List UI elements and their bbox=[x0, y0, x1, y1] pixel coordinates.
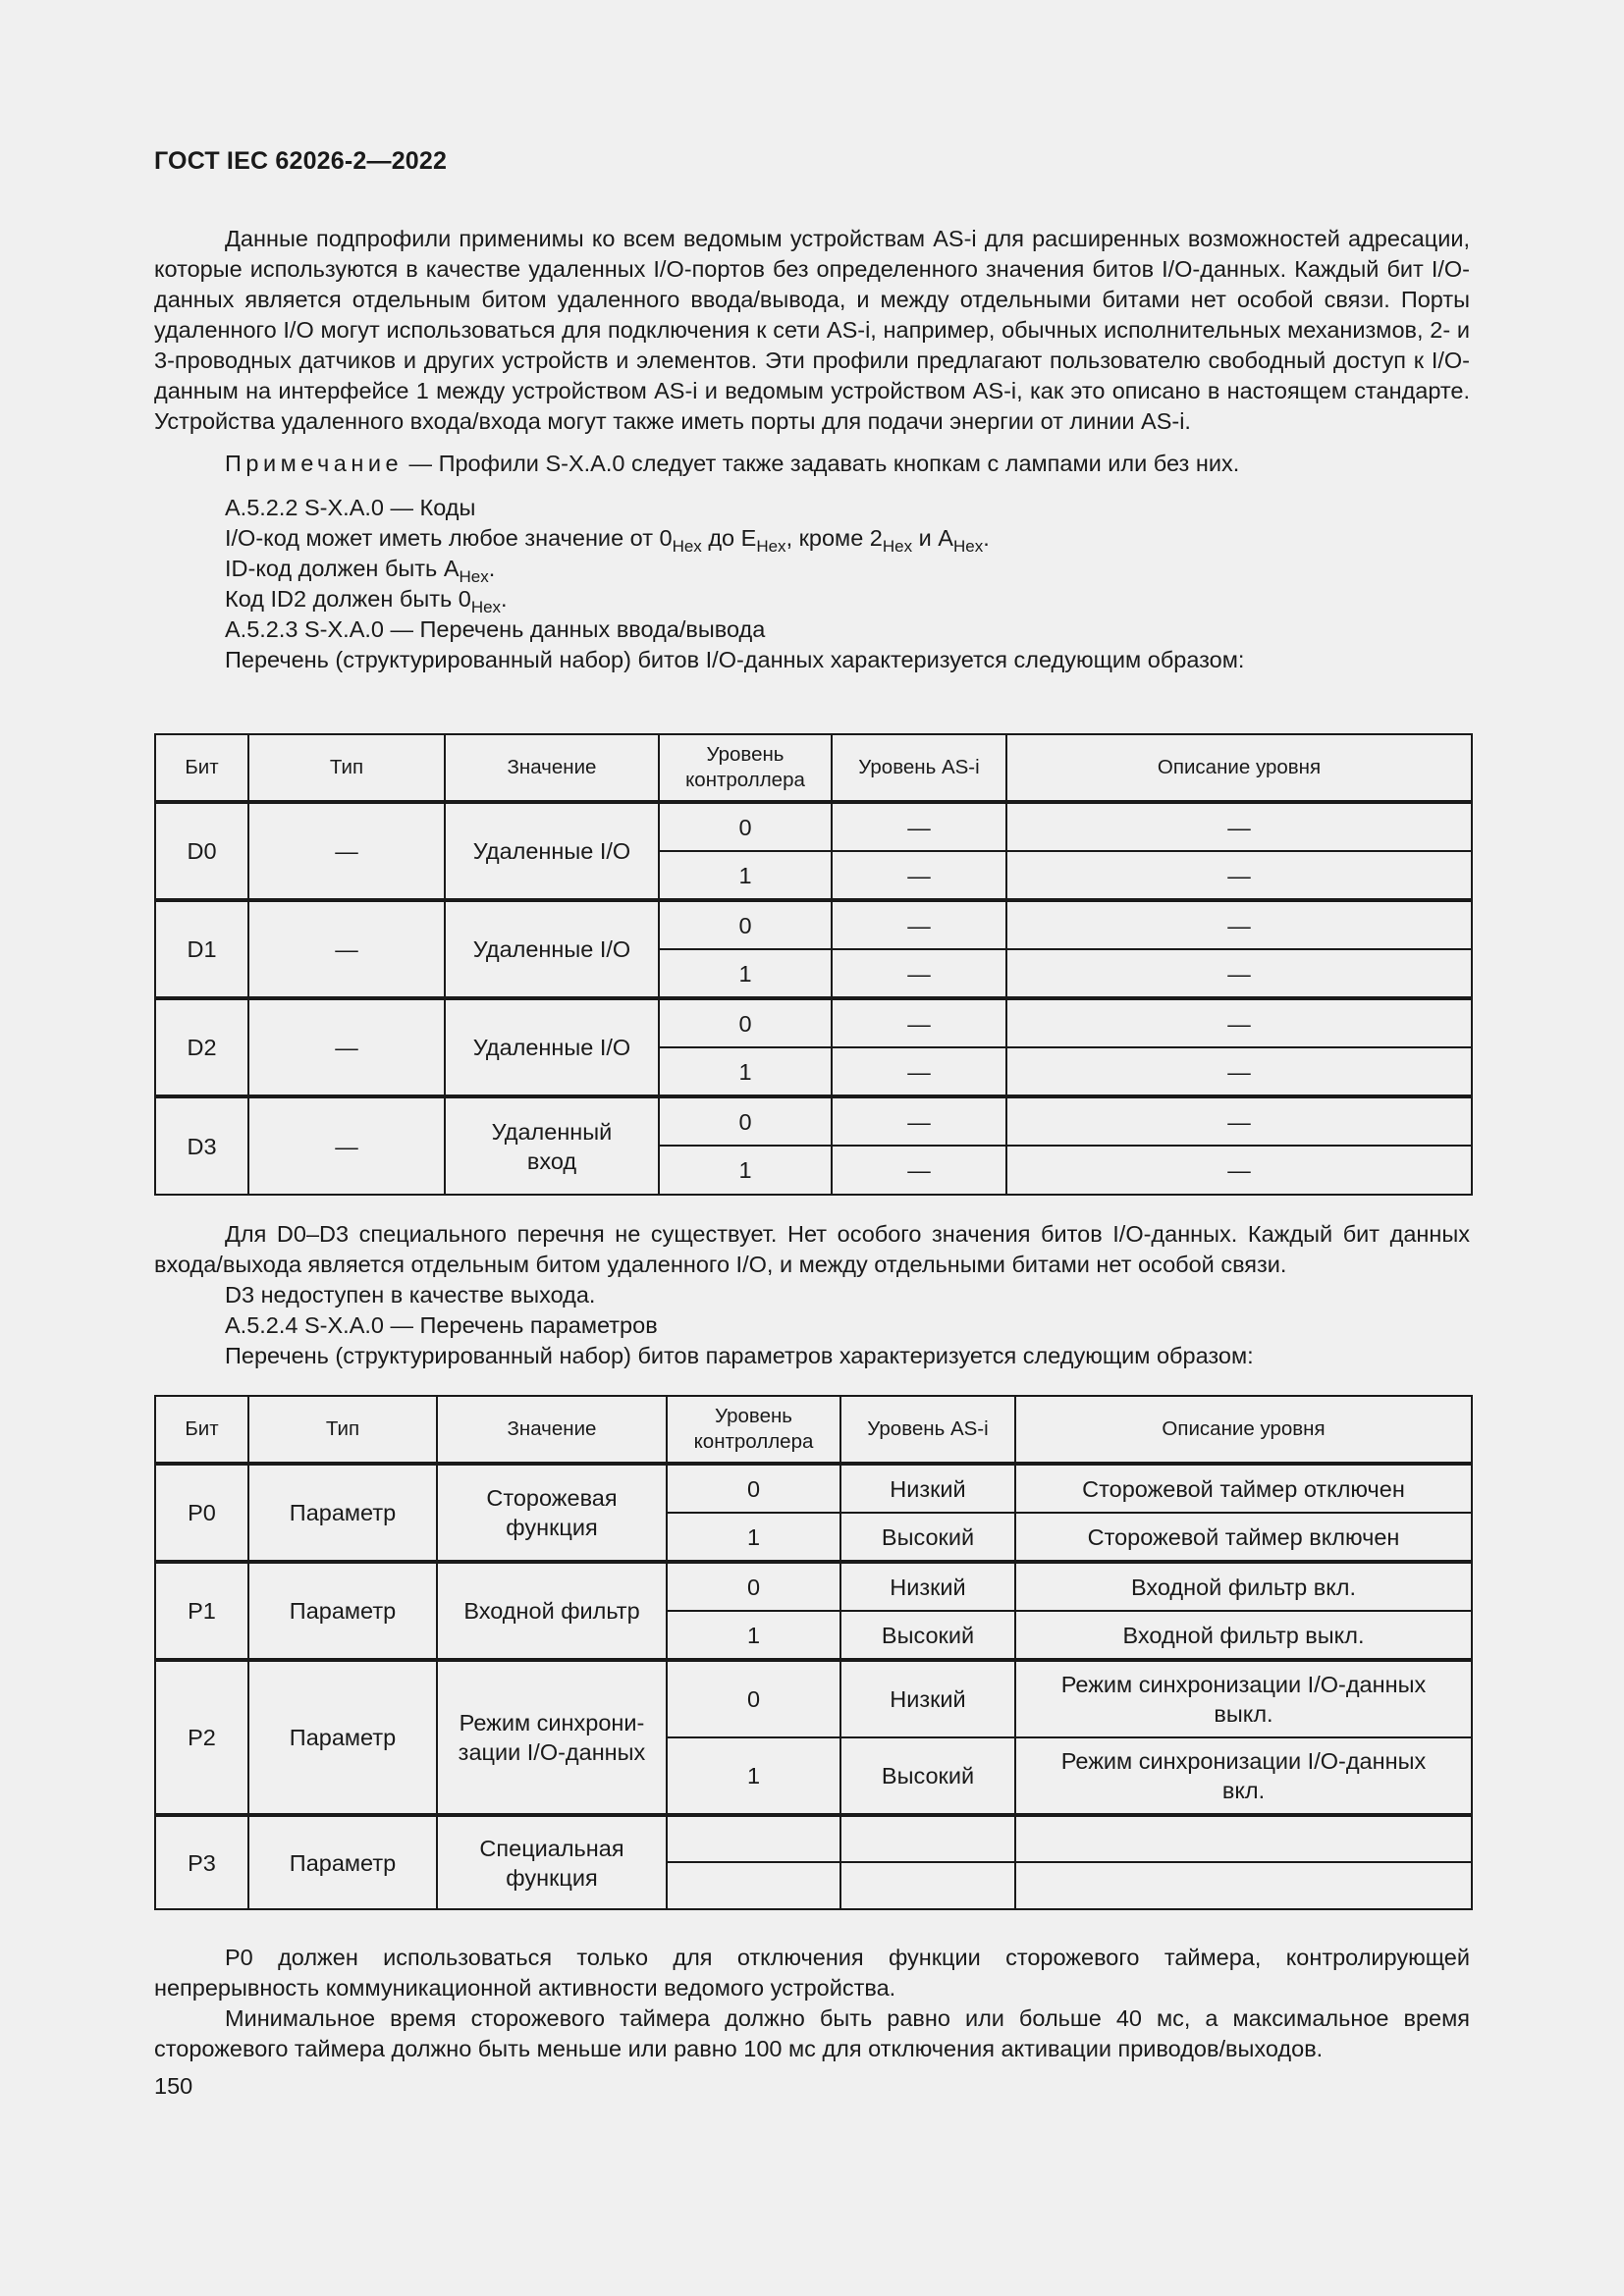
level-description-cell: — bbox=[1006, 851, 1472, 900]
level-description-cell bbox=[1015, 1815, 1472, 1862]
table-row bbox=[155, 998, 1472, 1047]
d3-note: D3 недоступен в качестве выхода. bbox=[225, 1282, 596, 1308]
controller-level-cell: 1 bbox=[667, 1611, 840, 1660]
asi-level-cell: — bbox=[832, 1146, 1006, 1195]
asi-level-cell bbox=[840, 1862, 1015, 1909]
meaning-cell: Специальная функция bbox=[437, 1815, 667, 1909]
table-row bbox=[155, 802, 1472, 851]
note-dash: — bbox=[403, 451, 439, 476]
level-description-cell: Входной фильтр выкл. bbox=[1015, 1611, 1472, 1660]
io-code-text-c: , кроме 2 bbox=[785, 525, 883, 551]
param-heading: A.5.2.4 S-X.A.0 — Перечень параметров bbox=[225, 1312, 658, 1338]
asi-level-cell: Низкий bbox=[840, 1562, 1015, 1611]
intro-paragraph: Данные подпрофили применимы ко всем ведомым устройствам AS-i для расширенных возможностей адресации, которые используются в качестве удаленных I/O-портов без определенного значения битов I/O-данных. Каждый бит I/O-данных является отдельным битом удаленного ввода/вывода, и между отдельными битами нет особой связи. Порты удаленного I/O могут использоваться для подключения к сети AS-i, например, обычных исполнительных механизмов, 2- и 3-проводных датчиков и других устройств и элементов. Эти профили предлагают пользователю свободный доступ к I/O-данным на интерфейсе 1 между устройством AS-i и ведомым устройством AS-i, как это описано в настоящем стандарте. Устройства удаленного входа/входа могут также иметь порты для подачи энергии от линии AS-i. bbox=[154, 226, 1470, 434]
controller-level-cell: 0 bbox=[659, 1096, 832, 1146]
level-description-cell: Входной фильтр вкл. bbox=[1015, 1562, 1472, 1611]
page-number: 150 bbox=[154, 2073, 193, 2099]
meaning-cell: Входной фильтр bbox=[437, 1562, 667, 1660]
controller-level-cell: 0 bbox=[667, 1562, 840, 1611]
level-description-cell: Сторожевой таймер включен bbox=[1015, 1513, 1472, 1562]
io-code-text-a: I/O-код может иметь любое значение от 0 bbox=[225, 525, 673, 551]
bit-cell: P3 bbox=[155, 1815, 248, 1909]
after-table1-paragraph: Для D0–D3 специального перечня не существует. Нет особого значения битов I/O-данных. Каждый бит данных входа/выхода является отдельным битом удаленного I/O, и между отдельными битами нет особой связи. bbox=[154, 1221, 1470, 1277]
level-description-cell: — bbox=[1006, 949, 1472, 998]
note-label: Примечание bbox=[225, 451, 404, 476]
table2-header-bit: Бит bbox=[155, 1396, 248, 1464]
hex-subscript: Hex bbox=[459, 567, 489, 586]
hex-subscript: Hex bbox=[756, 537, 786, 556]
table2-header-asi-level: Уровень AS-i bbox=[840, 1396, 1015, 1464]
meaning-cell: Удаленные I/O bbox=[445, 900, 659, 998]
level-description-cell: — bbox=[1006, 1096, 1472, 1146]
level-description-cell: — bbox=[1006, 1146, 1472, 1195]
bit-cell: D2 bbox=[155, 998, 248, 1096]
asi-level-cell: — bbox=[832, 802, 1006, 851]
table1-header-bit: Бит bbox=[155, 734, 248, 802]
id-code-line bbox=[154, 554, 1470, 584]
middle-text bbox=[154, 1219, 1470, 1371]
controller-level-cell: 1 bbox=[659, 1146, 832, 1195]
id2-code-end: . bbox=[501, 586, 508, 612]
type-cell: Параметр bbox=[248, 1815, 437, 1909]
upper-text bbox=[154, 224, 1470, 675]
table1-header-controller-level: Уровень контроллера bbox=[659, 734, 832, 802]
bit-cell: P2 bbox=[155, 1660, 248, 1815]
io-list-heading: A.5.2.3 S-X.A.0 — Перечень данных ввода/вывода bbox=[225, 616, 766, 642]
controller-level-cell: 0 bbox=[667, 1660, 840, 1737]
table-row bbox=[155, 1464, 1472, 1513]
controller-level-cell: 1 bbox=[659, 1047, 832, 1096]
level-description-cell: — bbox=[1006, 998, 1472, 1047]
asi-level-cell bbox=[840, 1815, 1015, 1862]
controller-level-cell: 0 bbox=[667, 1464, 840, 1513]
document-header: ГОСТ IEC 62026-2—2022 bbox=[154, 147, 448, 175]
controller-level-cell: 1 bbox=[659, 851, 832, 900]
bit-cell: D1 bbox=[155, 900, 248, 998]
asi-level-cell: — bbox=[832, 1047, 1006, 1096]
controller-level-cell bbox=[667, 1815, 840, 1862]
hex-subscript: Hex bbox=[882, 537, 913, 556]
io-data-table bbox=[154, 733, 1473, 1196]
controller-level-cell: 0 bbox=[659, 802, 832, 851]
type-cell: — bbox=[248, 998, 445, 1096]
table2-header-meaning: Значение bbox=[437, 1396, 667, 1464]
io-code-text-b: до E bbox=[701, 525, 757, 551]
level-description-cell: — bbox=[1006, 900, 1472, 949]
asi-level-cell: — bbox=[832, 998, 1006, 1047]
asi-level-cell: Низкий bbox=[840, 1464, 1015, 1513]
table1-header-meaning: Значение bbox=[445, 734, 659, 802]
bit-cell: D0 bbox=[155, 802, 248, 900]
asi-level-cell: Высокий bbox=[840, 1513, 1015, 1562]
asi-level-cell: — bbox=[832, 851, 1006, 900]
asi-level-cell: — bbox=[832, 1096, 1006, 1146]
lower-text bbox=[154, 1943, 1470, 2064]
p0-paragraph: P0 должен использоваться только для отключения функции сторожевого таймера, контролирующей непрерывность коммуникационной активности ведомого устройства. bbox=[154, 1945, 1470, 2001]
table2-header-level-description: Описание уровня bbox=[1015, 1396, 1472, 1464]
table2-header-type: Тип bbox=[248, 1396, 437, 1464]
hex-subscript: Hex bbox=[952, 537, 984, 556]
bit-cell: D3 bbox=[155, 1096, 248, 1195]
bit-cell: P1 bbox=[155, 1562, 248, 1660]
asi-level-cell: Высокий bbox=[840, 1737, 1015, 1815]
meaning-cell: Режим синхрони-зации I/O-данных bbox=[437, 1660, 667, 1815]
io-code-text-e: . bbox=[983, 525, 990, 551]
asi-level-cell: Высокий bbox=[840, 1611, 1015, 1660]
type-cell: Параметр bbox=[248, 1464, 437, 1562]
level-description-cell: — bbox=[1006, 802, 1472, 851]
id2-code-text: Код ID2 должен быть 0 bbox=[225, 586, 471, 612]
level-description-cell: Сторожевой таймер отключен bbox=[1015, 1464, 1472, 1513]
controller-level-cell: 1 bbox=[659, 949, 832, 998]
level-description-cell bbox=[1015, 1862, 1472, 1909]
type-cell: — bbox=[248, 1096, 445, 1195]
table-row bbox=[155, 1096, 1472, 1146]
controller-level-cell: 0 bbox=[659, 998, 832, 1047]
asi-level-cell: — bbox=[832, 900, 1006, 949]
parameter-table bbox=[154, 1395, 1473, 1910]
watchdog-paragraph: Минимальное время сторожевого таймера должно быть равно или больше 40 мс, а максимальное время сторожевого таймера должно быть меньше или равно 100 мс для отключения активации приводов/выходов. bbox=[154, 2005, 1470, 2061]
level-description-cell: Режим синхронизации I/O-данных выкл. bbox=[1015, 1660, 1472, 1737]
codes-heading: A.5.2.2 S-X.A.0 — Коды bbox=[225, 495, 476, 520]
io-list-intro: Перечень (структурированный набор) битов I/O-данных характеризуется следующим образом: bbox=[225, 647, 1245, 672]
table-row bbox=[155, 1660, 1472, 1737]
param-intro: Перечень (структурированный набор) битов параметров характеризуется следующим образом: bbox=[225, 1343, 1254, 1368]
table1-header-type: Тип bbox=[248, 734, 445, 802]
note-paragraph bbox=[154, 449, 1470, 479]
controller-level-cell: 0 bbox=[659, 900, 832, 949]
type-cell: — bbox=[248, 802, 445, 900]
table1-header-asi-level: Уровень AS-i bbox=[832, 734, 1006, 802]
meaning-cell: Сторожевая функция bbox=[437, 1464, 667, 1562]
controller-level-cell: 1 bbox=[667, 1737, 840, 1815]
table2-header-controller-level: Уровень контроллера bbox=[667, 1396, 840, 1464]
meaning-cell: Удаленные I/O bbox=[445, 998, 659, 1096]
io-code-line bbox=[154, 523, 1470, 554]
id-code-end: . bbox=[488, 556, 496, 581]
asi-level-cell: Низкий bbox=[840, 1660, 1015, 1737]
table-row bbox=[155, 900, 1472, 949]
hex-subscript: Hex bbox=[470, 598, 502, 616]
note-text: Профили S-X.A.0 следует также задавать кнопкам с лампами или без них. bbox=[438, 451, 1240, 476]
type-cell: Параметр bbox=[248, 1562, 437, 1660]
table-row bbox=[155, 1562, 1472, 1611]
asi-level-cell: — bbox=[832, 949, 1006, 998]
controller-level-cell bbox=[667, 1862, 840, 1909]
table-row bbox=[155, 1815, 1472, 1862]
io-code-text-d: и A bbox=[912, 525, 953, 551]
id-code-text: ID-код должен быть A bbox=[225, 556, 460, 581]
meaning-cell: Удаленный вход bbox=[445, 1096, 659, 1195]
meaning-cell: Удаленные I/O bbox=[445, 802, 659, 900]
level-description-cell: Режим синхронизации I/O-данных вкл. bbox=[1015, 1737, 1472, 1815]
table1-header-level-description: Описание уровня bbox=[1006, 734, 1472, 802]
level-description-cell: — bbox=[1006, 1047, 1472, 1096]
controller-level-cell: 1 bbox=[667, 1513, 840, 1562]
type-cell: Параметр bbox=[248, 1660, 437, 1815]
id2-code-line bbox=[154, 584, 1470, 614]
bit-cell: P0 bbox=[155, 1464, 248, 1562]
hex-subscript: Hex bbox=[672, 537, 702, 556]
type-cell: — bbox=[248, 900, 445, 998]
